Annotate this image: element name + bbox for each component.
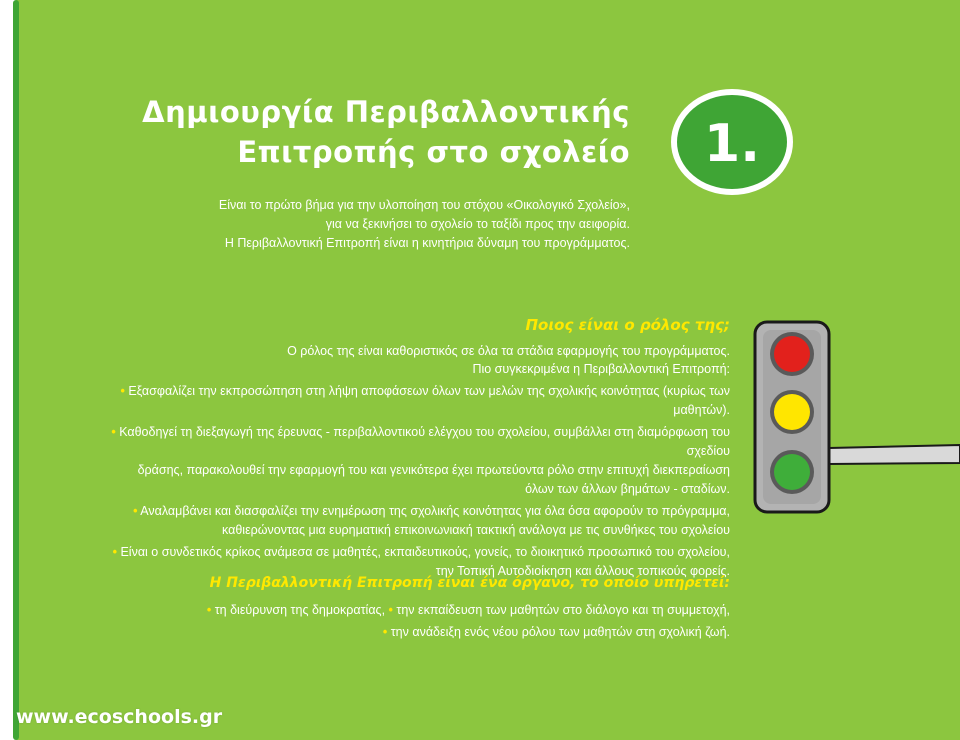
role-item-text: καθιερώνοντας μια ευρηματική επικοινωνιακή τακτική ανάλογα με τις συνθήκες του σχολείου bbox=[222, 523, 730, 537]
bullet-icon: • bbox=[111, 425, 116, 439]
bullet-icon: • bbox=[206, 603, 212, 617]
role-item-text: Εξασφαλίζει την εκπροσώπηση στη λήψη αποφάσεων όλων των μελών της σχολικής κοινότητας (κυρίως των μαθητών). bbox=[128, 384, 730, 417]
bullet-icon: • bbox=[112, 545, 117, 559]
role-intro-line: Πιο συγκεκριμένα η Περιβαλλοντική Επιτροπή: bbox=[472, 362, 730, 376]
role-item-text: την Τοπική Αυτοδιοίκηση και άλλους τοπικούς φορείς. bbox=[435, 564, 730, 578]
role-intro bbox=[210, 342, 730, 378]
role-list-item bbox=[70, 423, 730, 499]
purpose-item: την εκπαίδευση των μαθητών στο διάλογο και τη συμμετοχή, bbox=[396, 603, 730, 617]
intro-paragraph bbox=[110, 196, 630, 253]
role-item-text: Αναλαμβάνει και διασφαλίζει την ενημέρωση της σχολικής κοινότητας για όλα όσα αφορούν το πρόγραμμα, bbox=[140, 504, 730, 518]
bullet-icon: • bbox=[133, 504, 138, 518]
step-number: 1. bbox=[704, 114, 760, 174]
role-item-text: όλων των άλλων βημάτων - σταδίων. bbox=[525, 482, 730, 496]
role-list-item bbox=[70, 382, 730, 420]
purpose-heading: Η Περιβαλλοντική Επιτροπή είναι ένα όργανο, το οποίο υπηρετεί: bbox=[209, 575, 730, 591]
title-line-1: Δημιουργία Περιβαλλοντικής bbox=[142, 95, 630, 129]
role-item-text: Καθοδηγεί τη διεξαγωγή της έρευνας - περιβαλλοντικού ελέγχου του σχολείου, συμβάλλει στη διαμόρφωση του σχεδίου bbox=[119, 425, 730, 458]
intro-line: Η Περιβαλλοντική Επιτροπή είναι η κινητήρια δύναμη του προγράμματος. bbox=[224, 236, 630, 250]
purpose-item: τη διεύρυνση της δημοκρατίας, bbox=[214, 603, 386, 617]
purpose-list bbox=[130, 599, 730, 643]
bullet-icon: • bbox=[382, 625, 388, 639]
role-list-item bbox=[70, 502, 730, 540]
intro-line: για να ξεκινήσει το σχολείο το ταξίδι προς την αειφορία. bbox=[325, 217, 630, 231]
role-heading: Ποιος είναι ο ρόλος της; bbox=[525, 316, 730, 334]
page-title bbox=[142, 92, 630, 172]
role-item-text: δράσης, παρακολουθεί την εφαρμογή του και γενικότερα έχει πρωτεύοντα ρόλο στην επιτυχή διεκπεραίωση bbox=[137, 463, 730, 477]
website-url: www.ecoschools.gr bbox=[16, 706, 223, 728]
left-green-border bbox=[13, 0, 19, 740]
traffic-light-icon bbox=[745, 318, 960, 518]
bullet-icon: • bbox=[388, 603, 393, 617]
bullet-icon: • bbox=[120, 384, 125, 398]
purpose-item: την ανάδειξη ενός νέου ρόλου των μαθητών στη σχολική ζωή. bbox=[390, 625, 730, 639]
role-intro-line: Ο ρόλος της είναι καθοριστικός σε όλα τα στάδια εφαρμογής του προγράμματος. bbox=[287, 344, 730, 358]
role-item-text: Είναι ο συνδετικός κρίκος ανάμεσα σε μαθητές, εκπαιδευτικούς, γονείς, το διοικητικό προσωπικό του σχολείου, bbox=[120, 545, 730, 559]
role-list bbox=[70, 382, 730, 584]
intro-line: Είναι το πρώτο βήμα για την υλοποίηση του στόχου «Οικολογικό Σχολείο», bbox=[218, 198, 630, 212]
title-line-2: Επιτροπής στο σχολείο bbox=[237, 135, 630, 169]
